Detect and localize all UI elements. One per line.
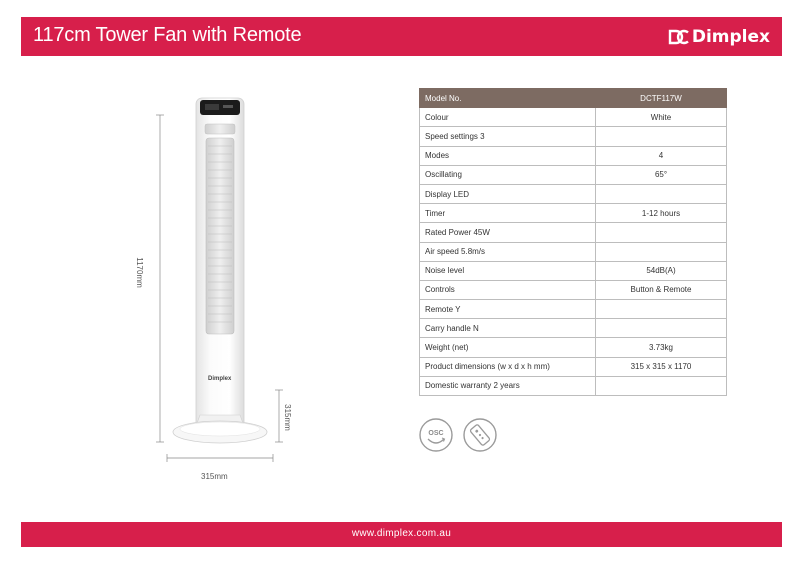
spec-header-label: Model No. bbox=[420, 89, 596, 108]
spec-header-value: DCTF117W bbox=[596, 89, 727, 108]
height-dimension-label: 1170mm bbox=[134, 257, 144, 288]
spec-label: Colour bbox=[420, 108, 596, 127]
osc-label: OSC bbox=[428, 430, 444, 437]
table-row bbox=[420, 261, 727, 280]
spec-label: Weight (net) bbox=[420, 338, 596, 357]
spec-value: Button & Remote bbox=[596, 280, 727, 299]
spec-label: Rated Power 45W bbox=[420, 223, 596, 242]
body-logo: Dimplex bbox=[208, 376, 232, 382]
spec-value: White bbox=[596, 108, 727, 127]
spec-label: Oscillating bbox=[420, 165, 596, 184]
table-row bbox=[420, 319, 727, 338]
spec-value: 4 bbox=[596, 146, 727, 165]
spec-label: Domestic warranty 2 years bbox=[420, 376, 596, 395]
oscillation-icon bbox=[420, 419, 452, 451]
table-row bbox=[420, 280, 727, 299]
spec-label: Noise level bbox=[420, 261, 596, 280]
table-row bbox=[420, 127, 727, 146]
table-row bbox=[420, 165, 727, 184]
table-row bbox=[420, 204, 727, 223]
remote-control-icon bbox=[464, 419, 496, 451]
spec-value bbox=[596, 223, 727, 242]
table-row bbox=[420, 184, 727, 203]
spec-label: Display LED bbox=[420, 184, 596, 203]
spec-value: 315 x 315 x 1170 bbox=[596, 357, 727, 376]
spec-label: Product dimensions (w x d x h mm) bbox=[420, 357, 596, 376]
spec-label: Timer bbox=[420, 204, 596, 223]
table-row bbox=[420, 338, 727, 357]
spec-table-header bbox=[420, 89, 727, 108]
brand-logo bbox=[668, 26, 770, 48]
feature-icons bbox=[419, 418, 499, 454]
table-row bbox=[420, 108, 727, 127]
spec-value: 65° bbox=[596, 165, 727, 184]
spec-value: 3.73kg bbox=[596, 338, 727, 357]
spec-label: Speed settings 3 bbox=[420, 127, 596, 146]
spec-value bbox=[596, 376, 727, 395]
table-row bbox=[420, 146, 727, 165]
table-row bbox=[420, 242, 727, 261]
footer-bar bbox=[21, 522, 782, 547]
base-height-dimension-label: 315mm bbox=[282, 404, 292, 431]
product-drawing bbox=[134, 90, 310, 490]
spec-value bbox=[596, 127, 727, 146]
spec-label: Controls bbox=[420, 280, 596, 299]
table-row bbox=[420, 376, 727, 395]
spec-label: Carry handle N bbox=[420, 319, 596, 338]
brand-name: Dimplex bbox=[691, 27, 770, 47]
spec-table bbox=[419, 88, 727, 396]
spec-value bbox=[596, 242, 727, 261]
spec-value bbox=[596, 184, 727, 203]
spec-value: 1-12 hours bbox=[596, 204, 727, 223]
spec-label: Remote Y bbox=[420, 300, 596, 319]
page-title: 117cm Tower Fan with Remote bbox=[33, 24, 302, 46]
table-row bbox=[420, 357, 727, 376]
table-row bbox=[420, 300, 727, 319]
spec-label: Modes bbox=[420, 146, 596, 165]
spec-value: 54dB(A) bbox=[596, 261, 727, 280]
spec-value bbox=[596, 319, 727, 338]
spec-label: Air speed 5.8m/s bbox=[420, 242, 596, 261]
table-row bbox=[420, 223, 727, 242]
spec-value bbox=[596, 300, 727, 319]
dimplex-logo-icon bbox=[668, 29, 690, 45]
header-bar bbox=[21, 17, 782, 56]
footer-website-link[interactable]: www.dimplex.com.au bbox=[351, 528, 452, 539]
base-width-dimension-label: 315mm bbox=[201, 472, 228, 481]
